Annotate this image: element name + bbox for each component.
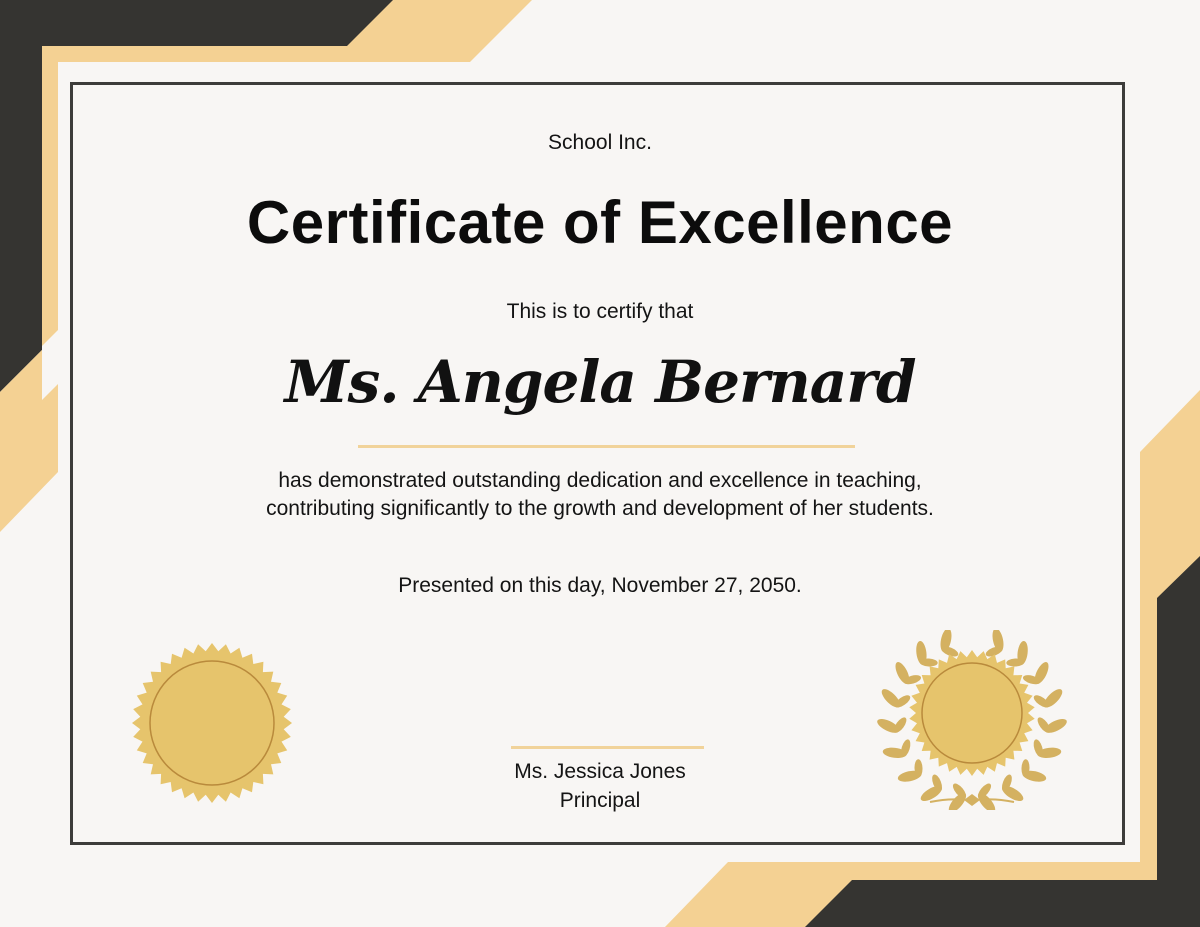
organization-name: School Inc. bbox=[548, 131, 652, 154]
signature-line bbox=[511, 746, 704, 749]
presentation-date: Presented on this day, November 27, 2050. bbox=[398, 574, 802, 597]
laurel-seal-icon bbox=[870, 630, 1075, 810]
laurel-knot bbox=[964, 794, 980, 806]
signer-title: Principal bbox=[559, 789, 641, 812]
gold-seal-icon bbox=[132, 643, 292, 803]
certificate-title: Certificate of Excellence bbox=[246, 189, 954, 256]
recipient-underline bbox=[358, 445, 855, 448]
certify-intro: This is to certify that bbox=[506, 300, 694, 323]
certificate-description bbox=[0, 467, 1200, 523]
signer-name: Ms. Jessica Jones bbox=[514, 760, 686, 783]
description-line-1: has demonstrated outstanding dedication and excellence in teaching, bbox=[278, 469, 922, 492]
description-line-2: contributing significantly to the growth and development of her students. bbox=[266, 497, 934, 520]
recipient-name: Ms. Angela Bernard bbox=[284, 348, 916, 416]
